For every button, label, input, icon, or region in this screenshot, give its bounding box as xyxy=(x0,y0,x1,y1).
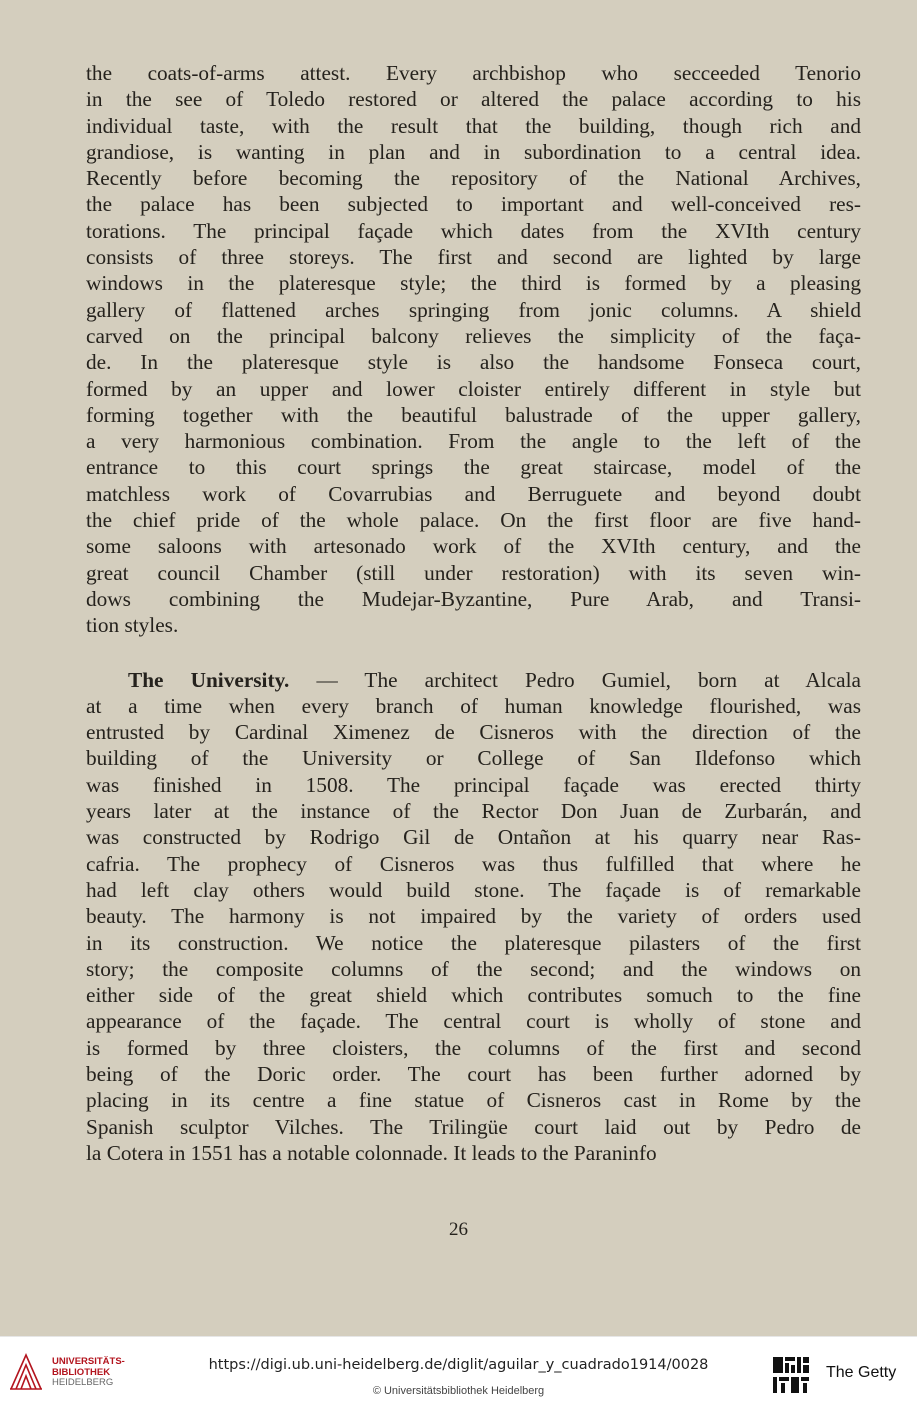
text-line xyxy=(86,1035,861,1061)
text-line-content: appearance of the façade. The central court is wholly of stone and xyxy=(86,1009,861,1034)
text-line xyxy=(86,719,861,745)
text-line-content: matchless work of Covarrubias and Berruguete and beyond doubt xyxy=(86,481,861,506)
text-line xyxy=(86,877,861,903)
text-line xyxy=(86,798,861,824)
text-line-content: a very harmonious combination. From the angle to the left of the xyxy=(86,429,861,454)
text-line-content: entrance to this court springs the great staircase, model of the xyxy=(86,455,861,480)
paragraph-gap xyxy=(86,639,861,667)
text-line-content: at a time when every branch of human knowledge flourished, was xyxy=(86,693,861,718)
text-line-content: the chief pride of the whole palace. On the first floor are five hand- xyxy=(86,508,861,533)
text-line xyxy=(86,560,861,586)
permalink-url[interactable]: https://digi.ub.uni-heidelberg.de/diglit/aguilar_y_cuadrado1914/0028 xyxy=(208,1357,709,1373)
text-line-content: building of the University or College of San Ildefonso which xyxy=(86,746,861,771)
text-line xyxy=(86,113,861,139)
text-line-content: la Cotera in 1551 has a notable colonnade. It leads to the Paraninfo xyxy=(86,1140,657,1165)
text-line-content: Spanish sculptor Vilches. The Trilingüe court laid out by Pedro de xyxy=(86,1114,861,1139)
text-line-content: being of the Doric order. The court has been further adorned by xyxy=(86,1061,861,1086)
text-line xyxy=(86,349,861,375)
text-line xyxy=(86,60,861,86)
library-name-line: HEIDELBERG xyxy=(52,1377,114,1388)
text-line xyxy=(86,270,861,296)
getty-name: The Getty xyxy=(826,1364,897,1381)
text-line xyxy=(86,903,861,929)
text-line-content: entrusted by Cardinal Ximenez de Cisneros with the direction of the xyxy=(86,720,861,745)
text-line xyxy=(86,956,861,982)
text-line-content: placing in its centre a fine statue of Cisneros cast in Rome by the xyxy=(86,1088,861,1113)
text-line-content: story; the composite columns of the second; and the windows on xyxy=(86,956,861,981)
text-line xyxy=(86,982,861,1008)
page-body-text xyxy=(86,60,861,1166)
text-line xyxy=(86,824,861,850)
page-number: 26 xyxy=(449,1219,468,1240)
text-line-content: — The architect Pedro Gumiel, born at Alcala xyxy=(289,667,861,692)
library-name-line: BIBLIOTHEK xyxy=(52,1366,111,1378)
text-line xyxy=(86,428,861,454)
text-line-content: de. In the plateresque style is also the handsome Fonseca court, xyxy=(86,350,861,375)
text-line xyxy=(86,612,861,638)
text-line xyxy=(86,1140,861,1166)
text-line xyxy=(86,139,861,165)
text-line-content: Recently before becoming the repository of the National Archives, xyxy=(86,166,861,191)
text-line xyxy=(86,667,861,693)
text-line-content: cafria. The prophecy of Cisneros was thus fulfilled that where he xyxy=(86,851,861,876)
text-line xyxy=(86,1061,861,1087)
text-line-content: the coats-of-arms attest. Every archbishop who secceeded Tenorio xyxy=(86,61,861,85)
text-line xyxy=(86,930,861,956)
section-heading: The University. xyxy=(128,667,290,692)
text-line xyxy=(86,86,861,112)
text-line-content: windows in the plateresque style; the third is formed by a pleasing xyxy=(86,271,861,296)
text-line-content: in its construction. We notice the plateresque pilasters of the first xyxy=(86,930,861,955)
text-line-content: dows combining the Mudejar-Byzantine, Pure Arab, and Transi- xyxy=(86,586,861,611)
text-line xyxy=(86,323,861,349)
text-line-content: was constructed by Rodrigo Gil de Ontañon at his quarry near Ras- xyxy=(86,825,861,850)
text-line-content: forming together with the beautiful balustrade of the upper gallery, xyxy=(86,402,861,427)
text-line-content: carved on the principal balcony relieves the simplicity of the faça- xyxy=(86,323,861,348)
text-line-content: torations. The principal façade which dates from the XVIth century xyxy=(86,218,861,243)
text-line-content: grandiose, is wanting in plan and in subordination to a central idea. xyxy=(86,139,861,164)
text-line xyxy=(86,745,861,771)
text-line-content: formed by an upper and lower cloister entirely different in style but xyxy=(86,376,861,401)
text-line-content: years later at the instance of the Rector Don Juan de Zurbarán, and xyxy=(86,799,861,824)
text-line xyxy=(86,218,861,244)
text-line xyxy=(86,507,861,533)
text-line xyxy=(86,586,861,612)
text-line-content: the palace has been subjected to important and well-conceived res- xyxy=(86,192,861,217)
text-line xyxy=(86,297,861,323)
text-line-content: is formed by three cloisters, the columns of the first and second xyxy=(86,1035,861,1060)
text-line-content: in the see of Toledo restored or altered the palace according to his xyxy=(86,87,861,112)
text-line xyxy=(86,851,861,877)
viewer-footer xyxy=(0,1336,917,1409)
text-line xyxy=(86,1114,861,1140)
text-line-content: consists of three storeys. The first and second are lighted by large xyxy=(86,245,861,270)
text-line xyxy=(86,376,861,402)
getty-logo-icon xyxy=(771,1355,811,1395)
text-line-content: gallery of flattened arches springing from jonic columns. A shield xyxy=(86,297,861,322)
text-line-content: beauty. The harmony is not impaired by the variety of orders used xyxy=(86,904,861,929)
text-line xyxy=(86,481,861,507)
text-line-content: either side of the great shield which contributes somuch to the fine xyxy=(86,983,861,1008)
text-line-content: had left clay others would build stone. The façade is of remarkable xyxy=(86,877,861,902)
text-line xyxy=(86,1087,861,1113)
text-line xyxy=(86,454,861,480)
text-line xyxy=(86,1008,861,1034)
text-line-content: individual taste, with the result that the building, though rich and xyxy=(86,113,861,138)
text-line-content: great council Chamber (still under restoration) with its seven win- xyxy=(86,560,861,585)
text-line xyxy=(86,693,861,719)
text-line-content: was finished in 1508. The principal façade was erected thirty xyxy=(86,772,861,797)
library-name-line: UNIVERSITÄTS- xyxy=(52,1356,125,1367)
text-line xyxy=(86,165,861,191)
text-line-content: tion styles. xyxy=(86,613,179,638)
text-line xyxy=(86,244,861,270)
text-line xyxy=(86,533,861,559)
copyright-notice: © Universitätsbibliothek Heidelberg xyxy=(372,1385,545,1397)
text-line xyxy=(86,402,861,428)
text-line xyxy=(86,772,861,798)
text-line xyxy=(86,191,861,217)
text-line-content: some saloons with artesonado work of the XVIth century, and the xyxy=(86,534,861,559)
